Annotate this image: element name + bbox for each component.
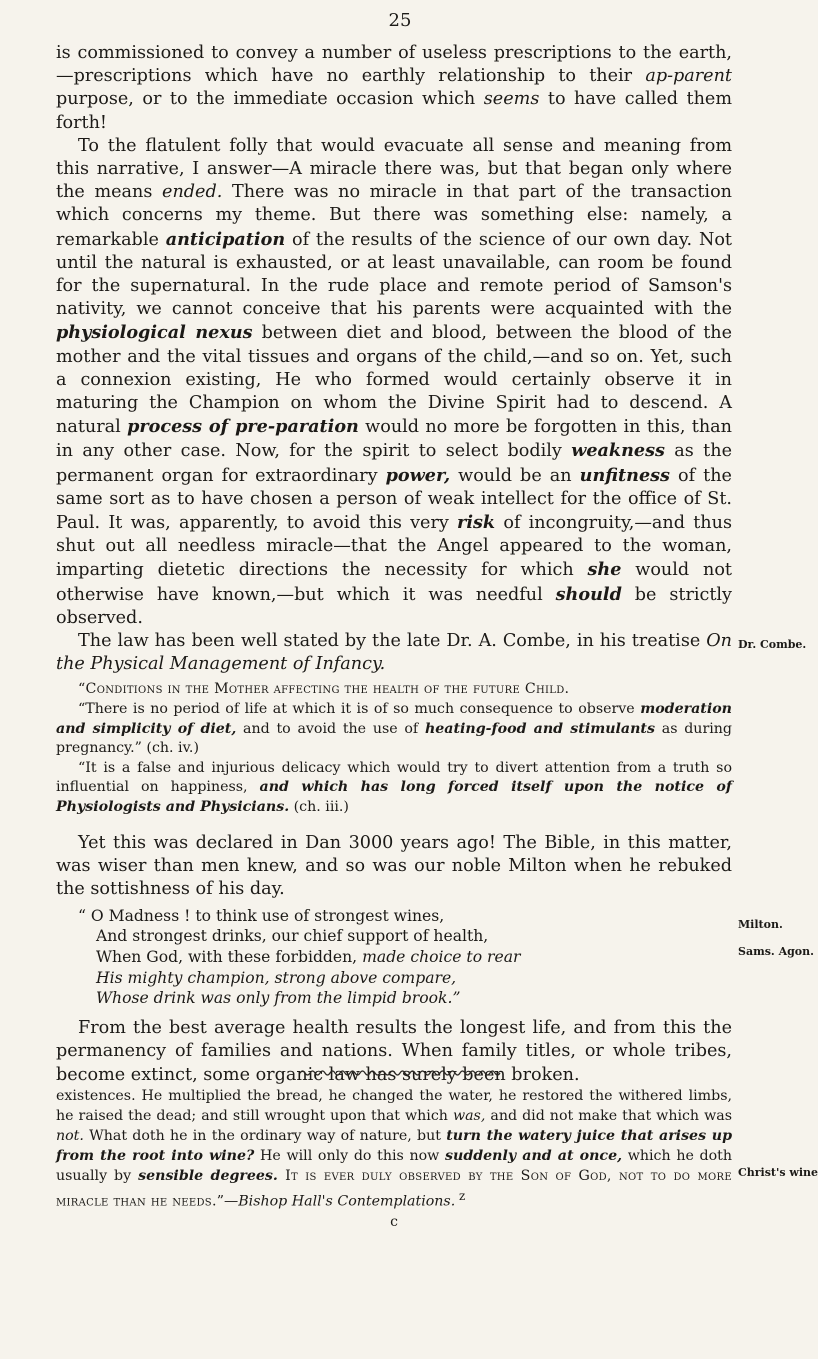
margin-note-combe: Dr. Combe.	[738, 638, 807, 651]
footnote	[56, 1086, 732, 1232]
paragraph-2: To the flatulent folly that would evacuate all sense and meaning from this narrative, I answer—A miracle there was, but that began only where the means ended. There was no miracle in that part of the transaction which concerns my theme. But there was something else: namely, a remarkable anticipation of the results of the science of our own day. Not until the natural is exhausted, or at least unavailable, can room be found for the supernatural. In the rude place and remote period of Samson's nativity, we cannot conceive that his parents were acquainted with the physiological nexus between diet and blood, between the blood of the mother and the vital tissues and organs of the child,—and so on. Yet, such a connexion existing, He who formed would certainly observe it in maturing the Champion on whom the Divine Spirit had to descend. A natural process of pre-paration would no more be forgotten in this, than in any other case. Now, for the spirit to select bodily weakness as the permanent organ for extraordinary power, would be an unfitness of the same sort as to have chosen a person of weak intellect for the office of St. Paul. It was, apparently, to avoid this very risk of incongruity,—and thus shut out all needless miracle—that the Angel appeared to the woman, imparting dietetic directions the necessity for which she would not otherwise have known,—but which it was needful should be strictly observed.	[56, 135, 733, 628]
signature-mark: c	[390, 1213, 398, 1230]
margin-note-milton: Milton.	[738, 918, 783, 931]
paragraph-1: is commissioned to convey a number of useless prescriptions to the earth,—prescriptions which have no earthly relationship to their ap-parent purpose, or to the immediate occasion which seems to have called them forth!	[56, 43, 732, 133]
page-number: 25	[388, 10, 412, 31]
paragraph-4-block	[56, 832, 732, 902]
margin-note-christs-wine: Christ's wine	[738, 1166, 818, 1179]
conditions-quote-1: “There is no period of life at which it is of so much consequence to observe moderation and simplicity of diet, and to avoid the use of heating-food and stimulants as during pregnancy.” (ch. iv.)	[56, 701, 732, 757]
paragraph-3: The law has been well stated by the late Dr. A. Combe, in his treatise On the Physical Management of Infancy.	[56, 631, 732, 675]
poem-line-1: “ O Madness ! to think use of strongest wines,	[78, 906, 445, 925]
poem-line-4: His mighty champion, strong above compare,	[96, 968, 457, 987]
conditions-heading: “Conditions in the Mother affecting the health of the future Child.	[78, 681, 570, 698]
paragraph-4: Yet this was declared in Dan 3000 years ago! The Bible, in this matter, was wiser than men knew, and so was our noble Milton when he rebuked the sottishness of his day.	[56, 832, 732, 900]
paragraph-5: From the best average health results the longest life, and from this the permanency of families and nations. When family titles, or whole tribes, become extinct, some organic law has surely been broken.	[56, 1017, 732, 1085]
footnote-text: existences. He multiplied the bread, he changed the water, he restored the withered limbs, he raised the dead; and still wrought upon that which was, and did not make that which was not. What doth he in the ordinary way of nature, but turn the watery juice that arises up from the root into wine? He will only do this now suddenly and at once, which he doth usually by sensible degrees. It is ever duly observed by the Son of God, not to do more miracle than he needs.”—Bishop Hall's Contemplations. $^z$	[56, 1088, 733, 1210]
wavy-divider-icon	[300, 1068, 500, 1078]
poem-line-5: Whose drink was only from the limpid brook.”	[96, 989, 461, 1008]
milton-poem	[78, 906, 732, 1009]
main-text	[56, 42, 732, 1087]
conditions-quote	[56, 680, 732, 817]
margin-note-sams-agon: Sams. Agon.	[738, 945, 814, 958]
conditions-quote-2: “It is a false and injurious delicacy which would try to divert attention from a truth so influential on happiness, and which has long forced itself upon the notice of Physiologists and Physicians. (ch. iii.)	[56, 759, 732, 816]
poem-line-2: And strongest drinks, our chief support of health,	[96, 927, 489, 946]
poem-line-3: When God, with these forbidden, made choice to rear	[96, 948, 521, 967]
